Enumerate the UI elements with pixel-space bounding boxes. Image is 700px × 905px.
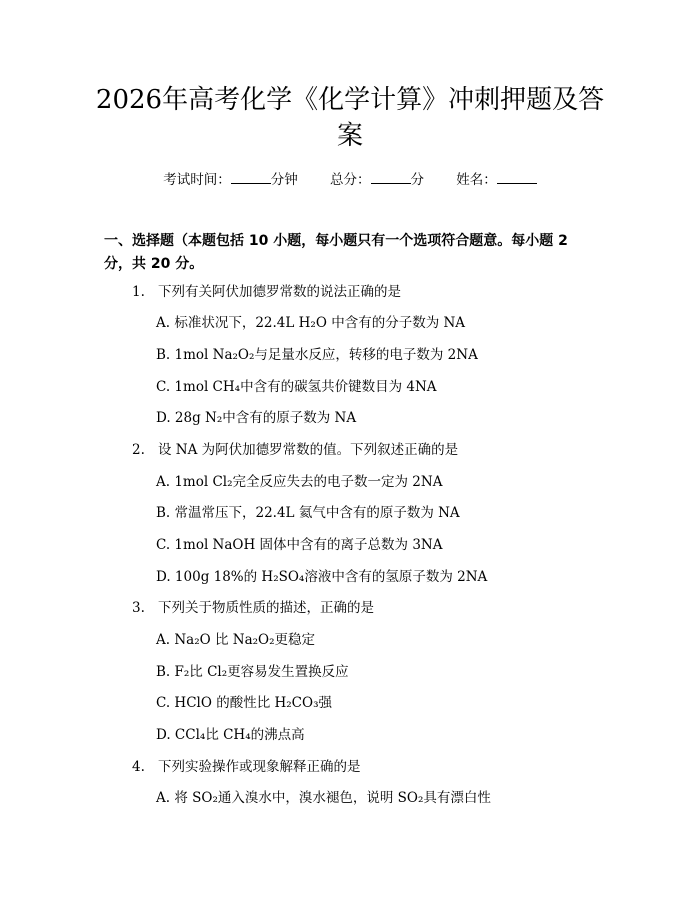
option-1d: D. 28g N₂中含有的原子数为 NA	[156, 410, 357, 426]
option-3b: B. F₂比 Cl₂更容易发生置换反应	[156, 664, 349, 680]
question-stem: 下列关于物质性质的描述，正确的是	[158, 600, 374, 616]
option-2c: C. 1mol NaOH 固体中含有的离子总数为 3NA	[156, 537, 443, 553]
question-4	[132, 758, 361, 776]
section-heading: 一、选择题（本题包括 10 小题，每小题只有一个选项符合题意。每小题 2 分，共 20 分。	[104, 233, 568, 272]
exam-score-unit: 分	[410, 172, 424, 188]
question-number: 2.	[132, 442, 145, 458]
question-number: 4.	[132, 759, 145, 775]
option-3a: A. Na₂O 比 Na₂O₂更稳定	[156, 632, 316, 648]
exam-score-field	[330, 168, 424, 188]
question-1	[132, 283, 401, 301]
option-3d: D. CCl₄比 CH₄的沸点高	[156, 727, 305, 743]
exam-name-field	[456, 168, 537, 188]
question-stem: 下列有关阿伏加德罗常数的说法正确的是	[158, 284, 401, 300]
option-1a: A. 标准状况下，22.4L H₂O 中含有的分子数为 NA	[156, 315, 466, 331]
exam-time-blank	[231, 171, 271, 184]
question-number: 3.	[132, 600, 145, 616]
question-2	[132, 441, 458, 459]
option-4a: A. 将 SO₂通入溴水中，溴水褪色，说明 SO₂具有漂白性	[156, 790, 491, 806]
option-1c: C. 1mol CH₄中含有的碳氢共价键数目为 4NA	[156, 379, 437, 395]
question-stem: 下列实验操作或现象解释正确的是	[158, 759, 361, 775]
question-number: 1.	[132, 284, 145, 300]
question-3	[132, 599, 374, 617]
exam-time-field	[163, 168, 298, 188]
exam-time-label: 考试时间：	[163, 172, 231, 188]
page-title: 2026年高考化学《化学计算》冲刺押题及答案	[95, 85, 605, 151]
option-2a: A. 1mol Cl₂完全反应失去的电子数一定为 2NA	[156, 474, 443, 490]
exam-score-blank	[371, 171, 411, 184]
exam-name-blank	[497, 171, 537, 184]
option-2d: D. 100g 18%的 H₂SO₄溶液中含有的氢原子数为 2NA	[156, 569, 488, 585]
question-stem: 设 NA 为阿伏加德罗常数的值。下列叙述正确的是	[158, 442, 459, 458]
exam-time-unit: 分钟	[270, 172, 298, 188]
option-1b: B. 1mol Na₂O₂与足量水反应，转移的电子数为 2NA	[156, 347, 478, 363]
exam-score-label: 总分：	[330, 172, 371, 188]
exam-name-label: 姓名：	[456, 172, 497, 188]
exam-info-line	[0, 168, 700, 188]
option-2b: B. 常温常压下，22.4L 氦气中含有的原子数为 NA	[156, 505, 460, 521]
option-3c: C. HClO 的酸性比 H₂CO₃强	[156, 695, 332, 711]
